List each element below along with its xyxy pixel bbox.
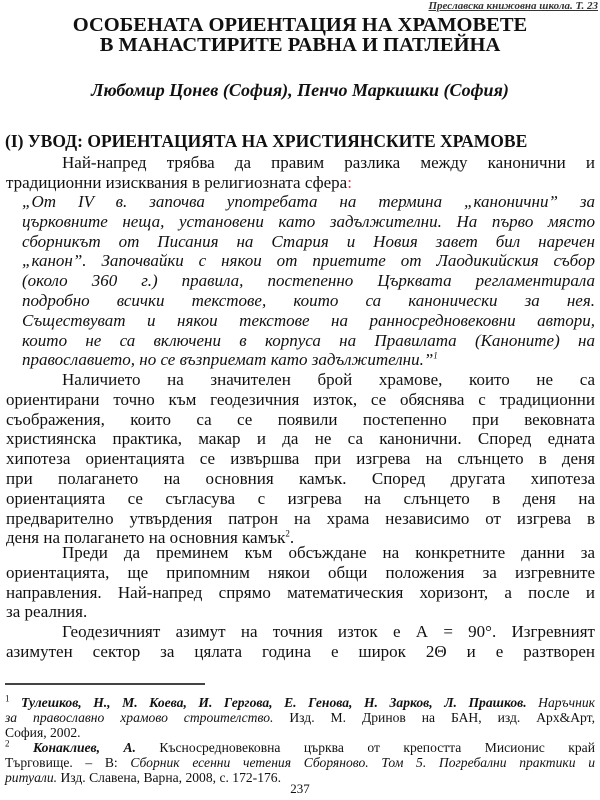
paragraph-line: Най-напред трябва да правим разлика между канонични и [62, 153, 595, 172]
paragraph-text: подробно всички текстове, които са канонически за нея. [22, 290, 595, 310]
paragraph-line [6, 410, 595, 430]
paragraph-line [6, 469, 595, 489]
paragraph-text: Геодезичният азимут на точния изток е А = 90°. Изгревният [62, 622, 595, 641]
paragraph-line [22, 212, 595, 232]
section-heading: (I) УВОД: ОРИЕНТАЦИЯТА НА ХРИСТИЯНСКИТЕ ХРАМОВЕ [5, 131, 528, 151]
paragraph-text: при полагането на основния камък. Според другата хипотеза [6, 468, 595, 488]
footnote-number: 2 [5, 738, 10, 749]
paragraph-line [6, 642, 595, 662]
paragraph-line [6, 602, 595, 622]
paragraph-1 [6, 153, 595, 193]
paragraph-text: хипотеза ориентацията се извършва при изгрева на слънцето в деня [6, 449, 595, 469]
authors: Любомир Цонев (София), Пенчо Маркишки (София) [91, 80, 509, 100]
paragraph-text: съображения, които са се появили постепенно при вековната [6, 409, 595, 429]
paragraph-text: „канон”. Започвайки с някои от приетите от Лаодикийския събор [22, 251, 595, 271]
paragraph-text: предварително утвърдения патрон на храма независимо от изгрева в [6, 508, 595, 528]
paragraph-line [22, 350, 595, 370]
paragraph-text: Наличието на значителен брой храмове, които не са [62, 370, 595, 389]
paragraph-text: църковните неща, установени като задължителни. На първо място [22, 211, 595, 231]
footnote-2 [5, 740, 595, 755]
footnote-1-cont [5, 710, 595, 725]
paragraph-line [22, 271, 595, 291]
footnote-authors: Конаклиев, А. [32, 740, 136, 755]
paragraph-text: православието, но се възприемат като задължителни.” [22, 350, 434, 370]
footnotes [5, 695, 595, 785]
paragraph-line [6, 390, 595, 410]
footnote-2-cont [5, 755, 595, 770]
paragraph-line [6, 449, 595, 469]
footnote-title: Сборник есенни четения Сборяново. Том 5. Погребални практики и [130, 755, 595, 770]
footnote-text: Късносредновековна църква от крепостта Мисионис край [159, 740, 595, 755]
paragraph-text: християнска практика, макар и да не са канонични. Според едната [6, 429, 595, 449]
paragraph-3 [6, 543, 595, 622]
page-number: 237 [290, 781, 310, 796]
title-line: В МАНАСТИРИТЕ РАВНА И ПАТЛЕЙНА [99, 34, 501, 56]
footnote-ref: 1 [433, 350, 438, 361]
paragraph-text: ориентирани точно към геодезичния изток, се обяснява с традиционни [6, 389, 595, 409]
paragraph-text: за реалния. [6, 602, 88, 622]
footnote-separator [5, 683, 205, 685]
paragraph-line [22, 192, 595, 212]
paragraph-line [22, 251, 595, 271]
paragraph-line [6, 543, 595, 563]
paragraph-line [6, 583, 595, 603]
footnote-text: Изд. Славена, Варна, 2008, с. 172-176. [60, 770, 281, 785]
article-title [0, 15, 600, 55]
footnote-1-cont: София, 2002. [5, 725, 81, 740]
paragraph-line [22, 232, 595, 252]
paragraph-line [22, 331, 595, 351]
paragraph-line [22, 291, 595, 311]
paragraph-line [6, 370, 595, 390]
footnote-title: за православно храмово строителство. [5, 710, 274, 725]
footnote-ref: 2 [285, 528, 290, 539]
footnote-title: ритуали. [5, 770, 58, 785]
paragraph-text: „От IV в. започва употребата на термина „канонични” за [22, 192, 595, 211]
paragraph-line [6, 509, 595, 529]
paragraph-line [6, 429, 595, 449]
paragraph-text: (около 360 г.) правила, постепенно Църквата регламентирала [22, 271, 595, 291]
paragraph-line [6, 489, 595, 509]
paragraph-text: Съществуват и някои текстове на ранносредновековни автори, [22, 310, 595, 330]
colon-mark: : [347, 172, 352, 192]
paragraph-text: . [289, 528, 295, 548]
paragraph-text: сборникът от Писания на Стария и Новия завет бил наречен [22, 231, 595, 251]
paragraph-line [6, 563, 595, 583]
paragraph-text: които не са включени в корпуса на Правилата (Каноните) на [22, 330, 595, 350]
paragraph-text: направления. Най-напред спрямо математическия хоризонт, а после и [6, 582, 595, 602]
paragraph-text: ориентацията, ще припомним някои общи положения за изгревните [6, 562, 595, 582]
running-header: Преславска книжовна школа. Т. 23 [428, 0, 598, 12]
footnote-1 [5, 695, 595, 710]
title-line: ОСОБЕНАТА ОРИЕНТАЦИЯ НА ХРАМОВЕТЕ [72, 14, 528, 36]
paragraph-line [6, 173, 595, 193]
paragraph-line [22, 311, 595, 331]
paragraph-text: деня на полагането на основния камък [6, 528, 286, 548]
paragraph-text: ориентацията се съгласува с изгрева на слънцето в деня на [6, 488, 595, 508]
paragraph-text: Преди да преминем към обсъждане на конкретните данни за [62, 543, 595, 562]
paragraph-text: традиционни изисквания в религиозната сфера [6, 172, 348, 192]
footnote-authors: Тулешков, Н., М. Коева, И. Гергова, Е. Генова, Н. Зарков, Л. Прашков. [21, 695, 527, 710]
footnote-number: 1 [5, 693, 10, 704]
paragraph-2 [6, 370, 595, 548]
paragraph-text: азимутен сектор за цялата година е широк 2Θ и е разтворен [6, 641, 595, 661]
paragraph-line [6, 622, 595, 642]
footnote-title: Наръчник [538, 695, 595, 710]
paragraph-4 [6, 622, 595, 662]
quotation [22, 192, 595, 370]
footnote-text: Търговище. – В: [5, 755, 118, 770]
footnote-text: Изд. М. Дринов на БАН, изд. Арх&Арт, [289, 710, 595, 725]
